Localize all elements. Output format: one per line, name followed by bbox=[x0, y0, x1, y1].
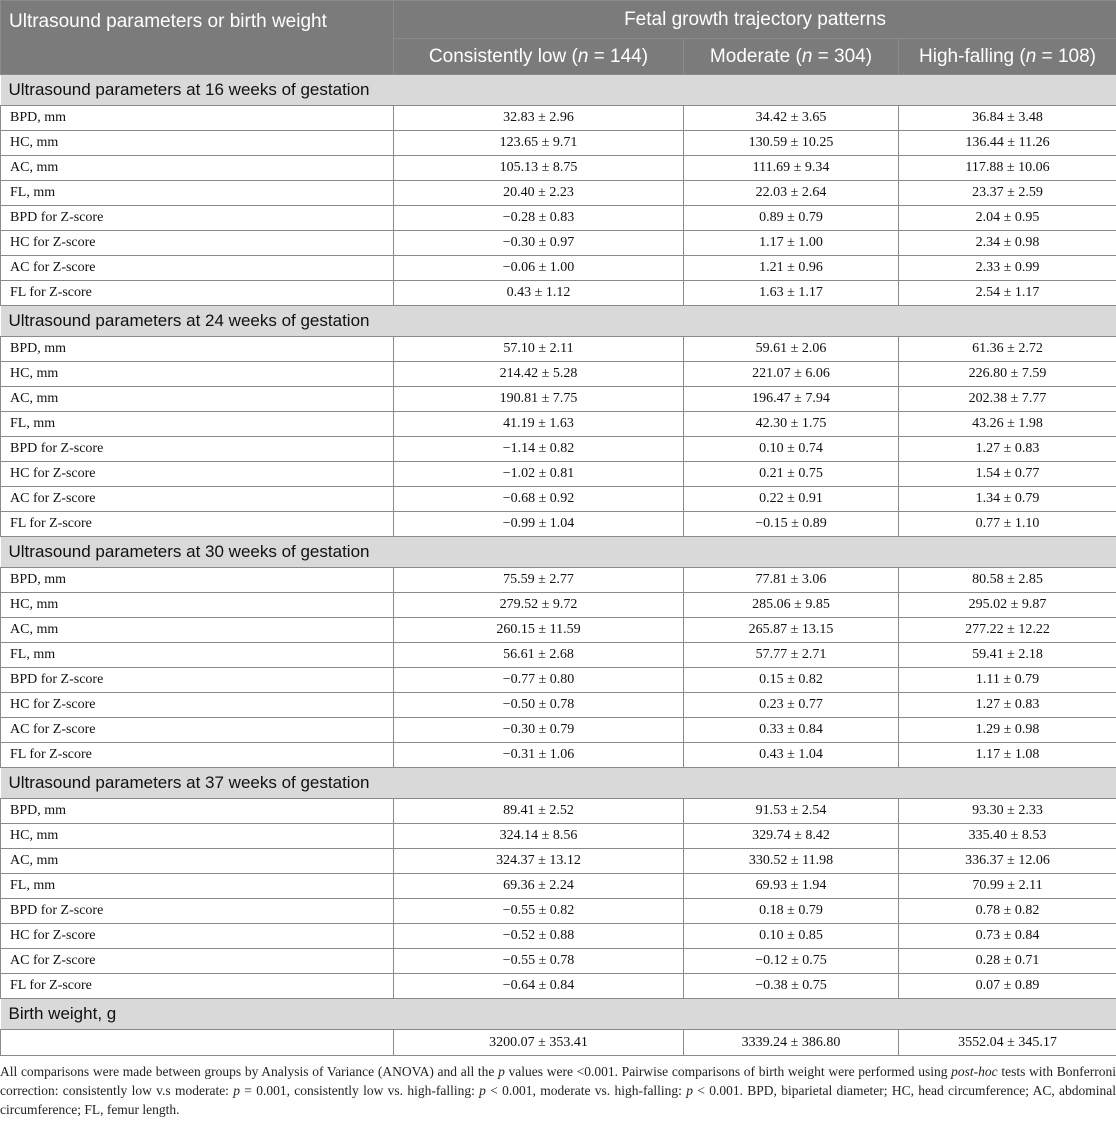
value-cell: 3339.24 ± 386.80 bbox=[684, 1030, 899, 1056]
row-label: BPD, mm bbox=[1, 106, 394, 131]
value-cell: −0.28 ± 0.83 bbox=[394, 206, 684, 231]
row-label: AC for Z-score bbox=[1, 949, 394, 974]
row-label: HC for Z-score bbox=[1, 693, 394, 718]
value-cell: 0.18 ± 0.79 bbox=[684, 899, 899, 924]
value-cell: 221.07 ± 6.06 bbox=[684, 362, 899, 387]
table-row bbox=[1, 437, 1116, 462]
value-cell: 3200.07 ± 353.41 bbox=[394, 1030, 684, 1056]
value-cell: 0.77 ± 1.10 bbox=[899, 512, 1116, 537]
value-cell: −0.30 ± 0.97 bbox=[394, 231, 684, 256]
value-cell: 1.27 ± 0.83 bbox=[899, 437, 1116, 462]
value-cell: 0.89 ± 0.79 bbox=[684, 206, 899, 231]
value-cell: 42.30 ± 1.75 bbox=[684, 412, 899, 437]
table-row bbox=[1, 693, 1116, 718]
row-label: HC, mm bbox=[1, 593, 394, 618]
value-cell: 93.30 ± 2.33 bbox=[899, 799, 1116, 824]
table-row bbox=[1, 874, 1116, 899]
section-header-row bbox=[1, 306, 1116, 337]
value-cell: 335.40 ± 8.53 bbox=[899, 824, 1116, 849]
row-label: AC for Z-score bbox=[1, 487, 394, 512]
row-label: FL, mm bbox=[1, 874, 394, 899]
value-cell: 61.36 ± 2.72 bbox=[899, 337, 1116, 362]
row-label: HC, mm bbox=[1, 362, 394, 387]
value-cell: 295.02 ± 9.87 bbox=[899, 593, 1116, 618]
table-row bbox=[1, 462, 1116, 487]
value-cell: 285.06 ± 9.85 bbox=[684, 593, 899, 618]
value-cell: 226.80 ± 7.59 bbox=[899, 362, 1116, 387]
value-cell: 190.81 ± 7.75 bbox=[394, 387, 684, 412]
value-cell: 0.73 ± 0.84 bbox=[899, 924, 1116, 949]
section-title: Ultrasound parameters at 37 weeks of gestation bbox=[1, 768, 1116, 799]
table-body bbox=[1, 75, 1116, 1056]
value-cell: 20.40 ± 2.23 bbox=[394, 181, 684, 206]
row-label: HC for Z-score bbox=[1, 231, 394, 256]
row-label: AC, mm bbox=[1, 156, 394, 181]
value-cell: 265.87 ± 13.15 bbox=[684, 618, 899, 643]
section-title: Birth weight, g bbox=[1, 999, 1116, 1030]
value-cell: 57.77 ± 2.71 bbox=[684, 643, 899, 668]
row-label: FL for Z-score bbox=[1, 281, 394, 306]
value-cell: 2.04 ± 0.95 bbox=[899, 206, 1116, 231]
table-row bbox=[1, 256, 1116, 281]
value-cell: 41.19 ± 1.63 bbox=[394, 412, 684, 437]
value-cell: 196.47 ± 7.94 bbox=[684, 387, 899, 412]
value-cell: 336.37 ± 12.06 bbox=[899, 849, 1116, 874]
table-row bbox=[1, 718, 1116, 743]
section-title: Ultrasound parameters at 24 weeks of gestation bbox=[1, 306, 1116, 337]
table-row bbox=[1, 281, 1116, 306]
value-cell: 80.58 ± 2.85 bbox=[899, 568, 1116, 593]
value-cell: 22.03 ± 2.64 bbox=[684, 181, 899, 206]
row-label: FL, mm bbox=[1, 643, 394, 668]
value-cell: −0.38 ± 0.75 bbox=[684, 974, 899, 999]
table-row bbox=[1, 106, 1116, 131]
value-cell: −0.31 ± 1.06 bbox=[394, 743, 684, 768]
value-cell: 214.42 ± 5.28 bbox=[394, 362, 684, 387]
value-cell: 34.42 ± 3.65 bbox=[684, 106, 899, 131]
value-cell: −0.99 ± 1.04 bbox=[394, 512, 684, 537]
table-row bbox=[1, 206, 1116, 231]
table-row bbox=[1, 568, 1116, 593]
section-header-row bbox=[1, 999, 1116, 1030]
section-header-row bbox=[1, 75, 1116, 106]
value-cell: 0.28 ± 0.71 bbox=[899, 949, 1116, 974]
row-label: FL, mm bbox=[1, 181, 394, 206]
value-cell: 43.26 ± 1.98 bbox=[899, 412, 1116, 437]
value-cell: 0.22 ± 0.91 bbox=[684, 487, 899, 512]
column-header-high-falling: High-falling (n = 108) bbox=[899, 39, 1116, 75]
value-cell: 1.21 ± 0.96 bbox=[684, 256, 899, 281]
table-row bbox=[1, 974, 1116, 999]
value-cell: 0.33 ± 0.84 bbox=[684, 718, 899, 743]
value-cell: 2.34 ± 0.98 bbox=[899, 231, 1116, 256]
value-cell: 123.65 ± 9.71 bbox=[394, 131, 684, 156]
value-cell: 0.21 ± 0.75 bbox=[684, 462, 899, 487]
row-label: FL, mm bbox=[1, 412, 394, 437]
row-label bbox=[1, 1030, 394, 1056]
table-row bbox=[1, 512, 1116, 537]
value-cell: −0.30 ± 0.79 bbox=[394, 718, 684, 743]
row-label: BPD for Z-score bbox=[1, 206, 394, 231]
table-footnote: All comparisons were made between groups by Analysis of Variance (ANOVA) and all the p values were <0.001. Pairwise comparisons of birth weight were performed using post-hoc tests with Bonferroni correction: consistently low v.s moderate: p = 0.001, consistently low vs. high-falling: p < 0.001, moderate vs. high-falling: p < 0.001. BPD, biparietal diameter; HC, head circumference; AC, abdominal circumference; FL, femur length. bbox=[0, 1064, 1116, 1117]
value-cell: 330.52 ± 11.98 bbox=[684, 849, 899, 874]
value-cell: 1.34 ± 0.79 bbox=[899, 487, 1116, 512]
value-cell: 1.17 ± 1.08 bbox=[899, 743, 1116, 768]
value-cell: 2.54 ± 1.17 bbox=[899, 281, 1116, 306]
row-label: BPD, mm bbox=[1, 799, 394, 824]
value-cell: 77.81 ± 3.06 bbox=[684, 568, 899, 593]
table-row bbox=[1, 231, 1116, 256]
table-row bbox=[1, 181, 1116, 206]
value-cell: −0.77 ± 0.80 bbox=[394, 668, 684, 693]
table-row bbox=[1, 668, 1116, 693]
table-row bbox=[1, 337, 1116, 362]
value-cell: 56.61 ± 2.68 bbox=[394, 643, 684, 668]
value-cell: 324.37 ± 13.12 bbox=[394, 849, 684, 874]
value-cell: 0.43 ± 1.12 bbox=[394, 281, 684, 306]
value-cell: 59.41 ± 2.18 bbox=[899, 643, 1116, 668]
row-label: HC, mm bbox=[1, 824, 394, 849]
value-cell: 32.83 ± 2.96 bbox=[394, 106, 684, 131]
value-cell: 111.69 ± 9.34 bbox=[684, 156, 899, 181]
section-header-row bbox=[1, 537, 1116, 568]
value-cell: 0.23 ± 0.77 bbox=[684, 693, 899, 718]
table-row bbox=[1, 156, 1116, 181]
table-row bbox=[1, 412, 1116, 437]
row-label: AC for Z-score bbox=[1, 256, 394, 281]
value-cell: 277.22 ± 12.22 bbox=[899, 618, 1116, 643]
value-cell: 1.63 ± 1.17 bbox=[684, 281, 899, 306]
group-title-header: Fetal growth trajectory patterns bbox=[394, 1, 1116, 39]
value-cell: 1.11 ± 0.79 bbox=[899, 668, 1116, 693]
table-row bbox=[1, 362, 1116, 387]
row-label: AC, mm bbox=[1, 387, 394, 412]
row-label: HC for Z-score bbox=[1, 924, 394, 949]
value-cell: 36.84 ± 3.48 bbox=[899, 106, 1116, 131]
value-cell: 202.38 ± 7.77 bbox=[899, 387, 1116, 412]
table-row bbox=[1, 1030, 1116, 1056]
value-cell: −0.15 ± 0.89 bbox=[684, 512, 899, 537]
value-cell: 0.10 ± 0.74 bbox=[684, 437, 899, 462]
value-cell: 1.29 ± 0.98 bbox=[899, 718, 1116, 743]
row-label: FL for Z-score bbox=[1, 974, 394, 999]
value-cell: 0.43 ± 1.04 bbox=[684, 743, 899, 768]
value-cell: 0.78 ± 0.82 bbox=[899, 899, 1116, 924]
table-row bbox=[1, 849, 1116, 874]
value-cell: 3552.04 ± 345.17 bbox=[899, 1030, 1116, 1056]
section-title: Ultrasound parameters at 16 weeks of gestation bbox=[1, 75, 1116, 106]
table-row bbox=[1, 899, 1116, 924]
value-cell: −0.50 ± 0.78 bbox=[394, 693, 684, 718]
value-cell: 59.61 ± 2.06 bbox=[684, 337, 899, 362]
table-row bbox=[1, 593, 1116, 618]
value-cell: −0.68 ± 0.92 bbox=[394, 487, 684, 512]
row-label: HC, mm bbox=[1, 131, 394, 156]
value-cell: −1.02 ± 0.81 bbox=[394, 462, 684, 487]
row-label: HC for Z-score bbox=[1, 462, 394, 487]
value-cell: 1.54 ± 0.77 bbox=[899, 462, 1116, 487]
value-cell: −0.55 ± 0.82 bbox=[394, 899, 684, 924]
value-cell: −0.52 ± 0.88 bbox=[394, 924, 684, 949]
value-cell: −0.64 ± 0.84 bbox=[394, 974, 684, 999]
row-label: BPD for Z-score bbox=[1, 899, 394, 924]
table-row bbox=[1, 743, 1116, 768]
value-cell: 324.14 ± 8.56 bbox=[394, 824, 684, 849]
value-cell: 279.52 ± 9.72 bbox=[394, 593, 684, 618]
row-label: BPD, mm bbox=[1, 568, 394, 593]
value-cell: 69.36 ± 2.24 bbox=[394, 874, 684, 899]
value-cell: 2.33 ± 0.99 bbox=[899, 256, 1116, 281]
table-row bbox=[1, 131, 1116, 156]
value-cell: 70.99 ± 2.11 bbox=[899, 874, 1116, 899]
value-cell: 1.27 ± 0.83 bbox=[899, 693, 1116, 718]
table-row bbox=[1, 949, 1116, 974]
row-label: BPD for Z-score bbox=[1, 437, 394, 462]
value-cell: −0.12 ± 0.75 bbox=[684, 949, 899, 974]
value-cell: 105.13 ± 8.75 bbox=[394, 156, 684, 181]
table-row bbox=[1, 387, 1116, 412]
value-cell: 0.07 ± 0.89 bbox=[899, 974, 1116, 999]
row-label: BPD, mm bbox=[1, 337, 394, 362]
value-cell: 23.37 ± 2.59 bbox=[899, 181, 1116, 206]
value-cell: 1.17 ± 1.00 bbox=[684, 231, 899, 256]
table-row bbox=[1, 799, 1116, 824]
value-cell: 329.74 ± 8.42 bbox=[684, 824, 899, 849]
value-cell: −0.06 ± 1.00 bbox=[394, 256, 684, 281]
value-cell: 75.59 ± 2.77 bbox=[394, 568, 684, 593]
value-cell: 117.88 ± 10.06 bbox=[899, 156, 1116, 181]
value-cell: 0.10 ± 0.85 bbox=[684, 924, 899, 949]
value-cell: 130.59 ± 10.25 bbox=[684, 131, 899, 156]
row-label-header: Ultrasound parameters or birth weight bbox=[1, 1, 394, 75]
value-cell: 89.41 ± 2.52 bbox=[394, 799, 684, 824]
value-cell: −1.14 ± 0.82 bbox=[394, 437, 684, 462]
table-row bbox=[1, 643, 1116, 668]
table-row bbox=[1, 924, 1116, 949]
row-label: AC for Z-score bbox=[1, 718, 394, 743]
table-row bbox=[1, 618, 1116, 643]
value-cell: 57.10 ± 2.11 bbox=[394, 337, 684, 362]
column-header-moderate: Moderate (n = 304) bbox=[684, 39, 899, 75]
value-cell: 136.44 ± 11.26 bbox=[899, 131, 1116, 156]
value-cell: 0.15 ± 0.82 bbox=[684, 668, 899, 693]
section-header-row bbox=[1, 768, 1116, 799]
section-title: Ultrasound parameters at 30 weeks of gestation bbox=[1, 537, 1116, 568]
value-cell: −0.55 ± 0.78 bbox=[394, 949, 684, 974]
row-label: AC, mm bbox=[1, 849, 394, 874]
value-cell: 91.53 ± 2.54 bbox=[684, 799, 899, 824]
row-label: FL for Z-score bbox=[1, 512, 394, 537]
value-cell: 260.15 ± 11.59 bbox=[394, 618, 684, 643]
row-label: FL for Z-score bbox=[1, 743, 394, 768]
value-cell: 69.93 ± 1.94 bbox=[684, 874, 899, 899]
table-row bbox=[1, 487, 1116, 512]
column-header-consistently-low: Consistently low (n = 144) bbox=[394, 39, 684, 75]
row-label: AC, mm bbox=[1, 618, 394, 643]
table-row bbox=[1, 824, 1116, 849]
row-label: BPD for Z-score bbox=[1, 668, 394, 693]
